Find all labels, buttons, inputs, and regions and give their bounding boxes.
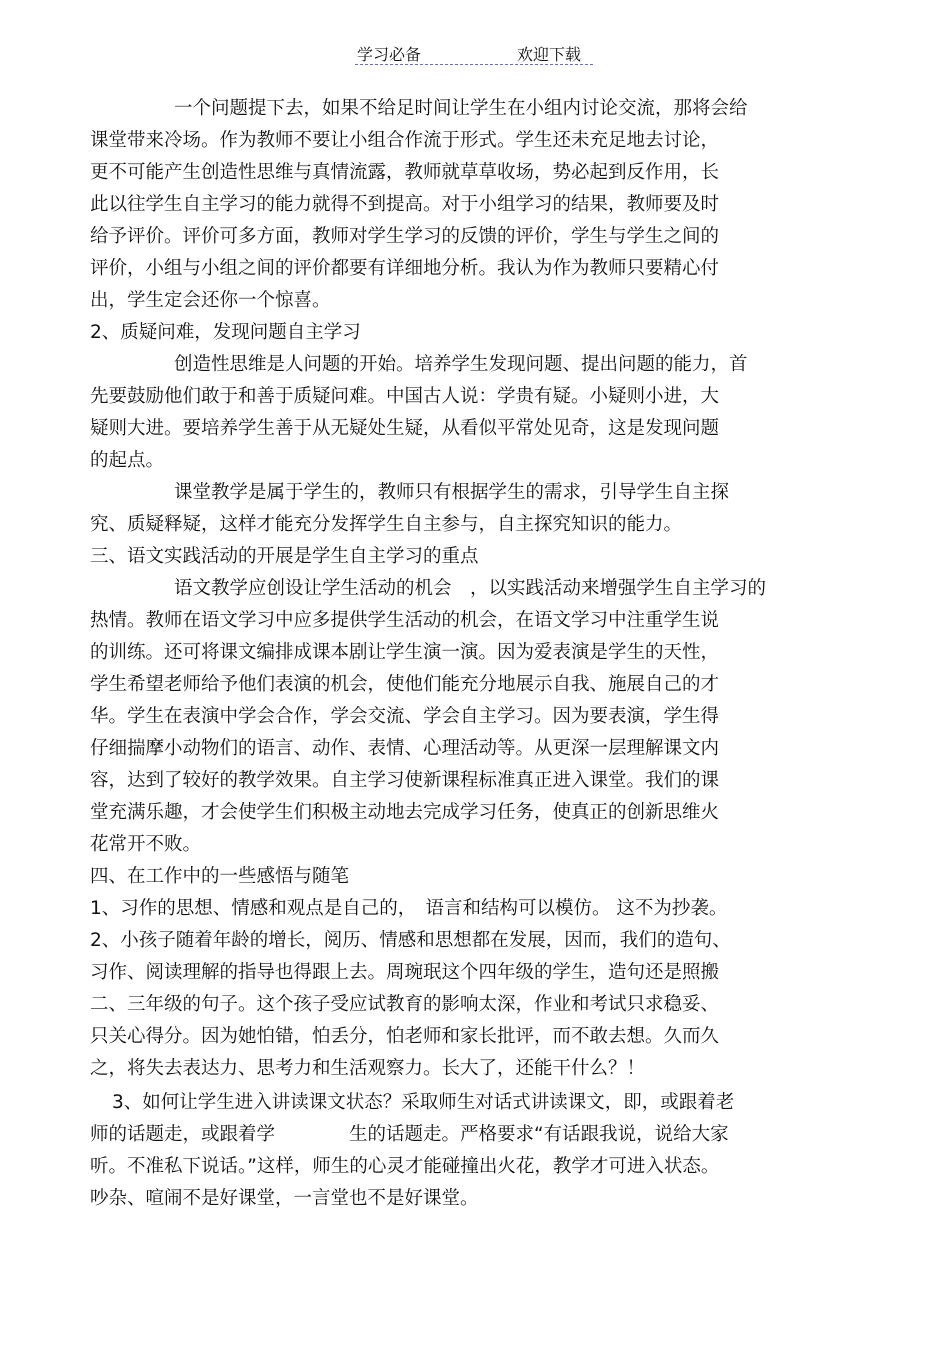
text-line: 疑则大进。要培养学生善于从无疑处生疑，从看似平常处见奇，这是发现问题 — [90, 418, 720, 439]
text-line: 创造性思维是人问题的开始。培养学生发现问题、提出问题的能力，首 — [174, 354, 748, 375]
text-line: 只关心得分。因为她怕错，怕丢分，怕老师和家长批评，而不敢去想。久而久 — [90, 1026, 720, 1047]
text-line: 习作、阅读理解的指导也得跟上去。周琬珉这个四年级的学生，造句还是照搬 — [90, 962, 720, 983]
header-left-text: 学习必备 — [357, 45, 422, 64]
page-header — [355, 40, 593, 65]
text-line: 此以往学生自主学习的能力就得不到提高。对于小组学习的结果，教师要及时 — [90, 194, 720, 215]
section-heading: 三、语文实践活动的开展是学生自主学习的重点 — [90, 546, 479, 567]
text-line: 课堂带来冷场。作为教师不要让小组合作流于形式。学生还未充足地去讨论， — [90, 130, 720, 151]
text-line: 学生希望老师给予他们表演的机会，使他们能充分地展示自我、施展自己的才 — [90, 674, 720, 695]
text-line: 3、如何让学生进入讲读课文状态？采取师生对话式讲读课文，即，或跟着老 — [112, 1092, 735, 1113]
text-line: 师的话题走，或跟着学 生的话题走。严格要求“有话跟我说，说给大家 — [90, 1124, 729, 1145]
text-line: 出，学生定会还你一个惊喜。 — [90, 290, 331, 311]
text-line: 2、小孩子随着年龄的增长，阅历、情感和思想都在发展，因而，我们的造句、 — [90, 930, 731, 951]
text-line: 更不可能产生创造性思维与真情流露，教师就草草收场，势必起到反作用，长 — [90, 162, 720, 183]
text-line: 热情。教师在语文学习中应多提供学生活动的机会，在语文学习中注重学生说 — [90, 610, 720, 631]
text-line: 语文教学应创设让学生活动的机会 ，以实践活动来增强学生自主学习的 — [174, 578, 767, 599]
text-line: 仔细揣摩小动物们的语言、动作、表情、心理活动等。从更深一层理解课文内 — [90, 738, 720, 759]
text-line: 课堂教学是属于学生的，教师只有根据学生的需求，引导学生自主探 — [174, 482, 730, 503]
text-line: 花常开不败。 — [90, 834, 202, 855]
text-line: 堂充满乐趣，才会使学生们积极主动地去完成学习任务，使真正的创新思维火 — [90, 802, 720, 823]
text-line: 的起点。 — [90, 450, 165, 471]
text-line: 先要鼓励他们敢于和善于质疑问难。中国古人说：学贵有疑。小疑则小进，大 — [90, 386, 720, 407]
text-line: 二、三年级的句子。这个孩子受应试教育的影响太深，作业和考试只求稳妥、 — [90, 994, 720, 1015]
text-line: 一个问题提下去，如果不给足时间让学生在小组内讨论交流，那将会给 — [174, 98, 748, 119]
section-heading: 2、质疑问难，发现问题自主学习 — [90, 322, 361, 343]
text-line: 吵杂、喧闹不是好课堂，一言堂也不是好课堂。 — [90, 1188, 479, 1209]
text-line: 评价，小组与小组之间的评价都要有详细地分析。我认为作为教师只要精心付 — [90, 258, 720, 279]
text-line: 给予评价。评价可多方面，教师对学生学习的反馈的评价，学生与学生之间的 — [90, 226, 720, 247]
text-line: 华。学生在表演中学会合作，学会交流、学会自主学习。因为要表演，学生得 — [90, 706, 720, 727]
text-line: 究、质疑释疑，这样才能充分发挥学生自主参与，自主探究知识的能力。 — [90, 514, 683, 535]
header-right-text: 欢迎下载 — [517, 45, 582, 64]
text-line: 听。不准私下说话。”这样，师生的心灵才能碰撞出火花，教学才可进入状态。 — [90, 1156, 720, 1177]
text-line: 的训练。还可将课文编排成课本剧让学生演一演。因为爱表演是学生的天性， — [90, 642, 720, 663]
text-line: 1、习作的思想、情感和观点是自己的， 语言和结构可以模仿。 这不为抄袭。 — [90, 898, 728, 919]
section-heading: 四、在工作中的一些感悟与随笔 — [90, 866, 350, 887]
text-line: 容，达到了较好的教学效果。自主学习使新课程标准真正进入课堂。我们的课 — [90, 770, 720, 791]
text-line: 之，将失去表达力、思考力和生活观察力。长大了，还能干什么？！ — [90, 1058, 646, 1079]
